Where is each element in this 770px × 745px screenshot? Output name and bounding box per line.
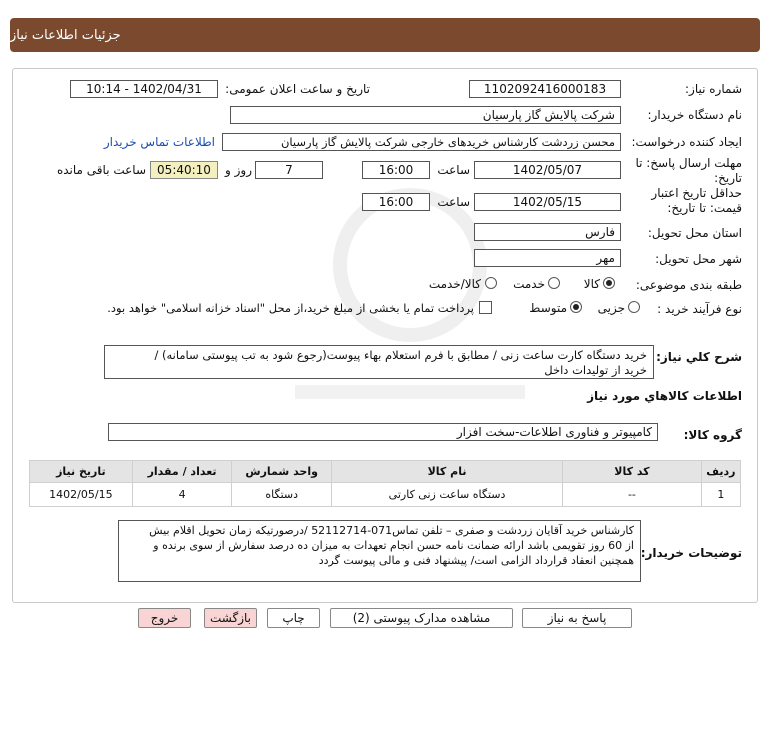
treasury-payment-checkbox[interactable]	[479, 301, 492, 314]
col-date: تاریخ نیاز	[30, 461, 133, 483]
remaining-label: ساعت باقی مانده	[56, 163, 146, 177]
col-code: کد کالا	[563, 461, 702, 483]
buyer-notes-line3: همچنین انعقاد قرارداد الزامی است/ پیشنهاد فنی و مالی پیوست گردد	[318, 554, 634, 567]
purchase-option-medium: متوسط	[529, 301, 567, 315]
category-label: طبقه بندی موضوعی:	[635, 278, 742, 292]
back-button[interactable]: بازگشت	[204, 608, 257, 628]
category-radio-both[interactable]	[485, 277, 497, 292]
price-validity-time-label: ساعت	[437, 195, 470, 209]
price-validity-label-line1: حداقل تاریخ اعتبار	[651, 186, 742, 200]
city-label: شهر محل تحویل:	[655, 252, 742, 266]
price-validity-time: 16:00	[362, 193, 430, 211]
creator-label: ایجاد کننده درخواست:	[631, 135, 742, 149]
remaining-time: 05:40:10	[150, 161, 218, 179]
table-header-row	[30, 461, 741, 483]
goods-group-label: گروه کالا:	[683, 428, 742, 442]
exit-button[interactable]: خروج	[138, 608, 191, 628]
goods-group-field: کامپیوتر و فناوری اطلاعات-سخت افزار	[108, 423, 658, 441]
col-name: نام کالا	[332, 461, 563, 483]
page-title-bar	[10, 18, 760, 52]
category-option-goods: کالا	[583, 277, 600, 291]
category-option-service: خدمت	[513, 277, 545, 291]
purchase-radio-medium[interactable]	[570, 301, 582, 316]
need-number-field: 1102092416000183	[469, 80, 621, 98]
creator-field: محسن زردشت کارشناس خریدهای خارجی شرکت پالایش گاز پارسیان	[222, 133, 621, 151]
announce-label: تاریخ و ساعت اعلان عمومی:	[225, 82, 370, 96]
category-radio-service[interactable]	[548, 277, 560, 292]
reply-deadline-label-line2: تاریخ:	[714, 171, 742, 185]
reply-deadline-time: 16:00	[362, 161, 430, 179]
goods-section-title: اطلاعات کالاهاي مورد نياز	[587, 389, 742, 403]
province-label: استان محل تحویل:	[647, 226, 742, 240]
buyer-org-field: شرکت پالایش گاز پارسیان	[230, 106, 621, 124]
treasury-payment-note: پرداخت تمام یا بخشی از مبلغ خرید،از محل "اسناد خزانه اسلامی" خواهد بود.	[107, 301, 474, 315]
price-validity-date: 1402/05/15	[474, 193, 621, 211]
reply-deadline-time-label: ساعت	[437, 163, 470, 177]
table-row	[30, 483, 741, 507]
category-radio-goods[interactable]	[603, 277, 615, 292]
view-attachments-button[interactable]: مشاهده مدارک پیوستی (2)	[330, 608, 513, 628]
reply-deadline-date: 1402/05/07	[474, 161, 621, 179]
announce-field: 1402/04/31 - 10:14	[70, 80, 218, 98]
days-label: روز و	[225, 163, 252, 177]
description-line1: خرید دستگاه کارت ساعت زنی / مطابق با فرم استعلام بهاء پیوست(رجوع شود به تب پیوستی سامانه) /	[154, 348, 647, 362]
cell-name: دستگاه ساعت زنی کارتی	[332, 483, 563, 507]
print-button[interactable]: چاپ	[267, 608, 320, 628]
buyer-notes-box	[118, 520, 641, 582]
description-label: شرح کلي نياز:	[656, 350, 742, 364]
buyer-notes-line1: کارشناس خرید آقایان زردشت و صفری – تلفن تماس071-52112714 /درصورتیکه زمان تحویل اقلام بیش	[149, 524, 634, 537]
buyer-contact-link[interactable]: اطلاعات تماس خریدار	[103, 135, 215, 149]
cell-code: --	[563, 483, 702, 507]
reply-button[interactable]: پاسخ به نیاز	[522, 608, 632, 628]
cell-date: 1402/05/15	[30, 483, 133, 507]
purchase-radio-minor[interactable]	[628, 301, 640, 316]
province-field: فارس	[474, 223, 621, 241]
remaining-days: 7	[255, 161, 323, 179]
buyer-notes-line2: از 60 روز تقویمی باشد ارائه ضمانت نامه حسن انجام تعهدات به میزان ده درصد سفارش از سوی برنده و	[153, 539, 634, 552]
items-table	[29, 460, 741, 507]
cell-row: 1	[701, 483, 740, 507]
need-number-label: شماره نیاز:	[685, 82, 742, 96]
cell-qty: 4	[132, 483, 232, 507]
city-field: مهر	[474, 249, 621, 267]
description-line2: خرید از تولیدات داخل	[544, 363, 647, 377]
category-option-both: کالا/خدمت	[428, 277, 481, 291]
price-validity-label-line2: قیمت: تا تاریخ:	[667, 201, 742, 215]
col-qty: تعداد / مقدار	[132, 461, 232, 483]
col-unit: واحد شمارش	[232, 461, 332, 483]
col-row: ردیف	[701, 461, 740, 483]
description-box	[104, 345, 654, 379]
buyer-notes-label: توضیحات خریدار:	[640, 546, 742, 560]
reply-deadline-label-line1: مهلت ارسال پاسخ: تا	[635, 156, 742, 170]
buyer-org-label: نام دستگاه خریدار:	[647, 108, 742, 122]
cell-unit: دستگاه	[232, 483, 332, 507]
page-title: جزئیات اطلاعات نیاز	[10, 27, 121, 43]
purchase-option-minor: جزیی	[597, 301, 625, 315]
purchase-type-label: نوع فرآیند خرید :	[657, 302, 742, 316]
